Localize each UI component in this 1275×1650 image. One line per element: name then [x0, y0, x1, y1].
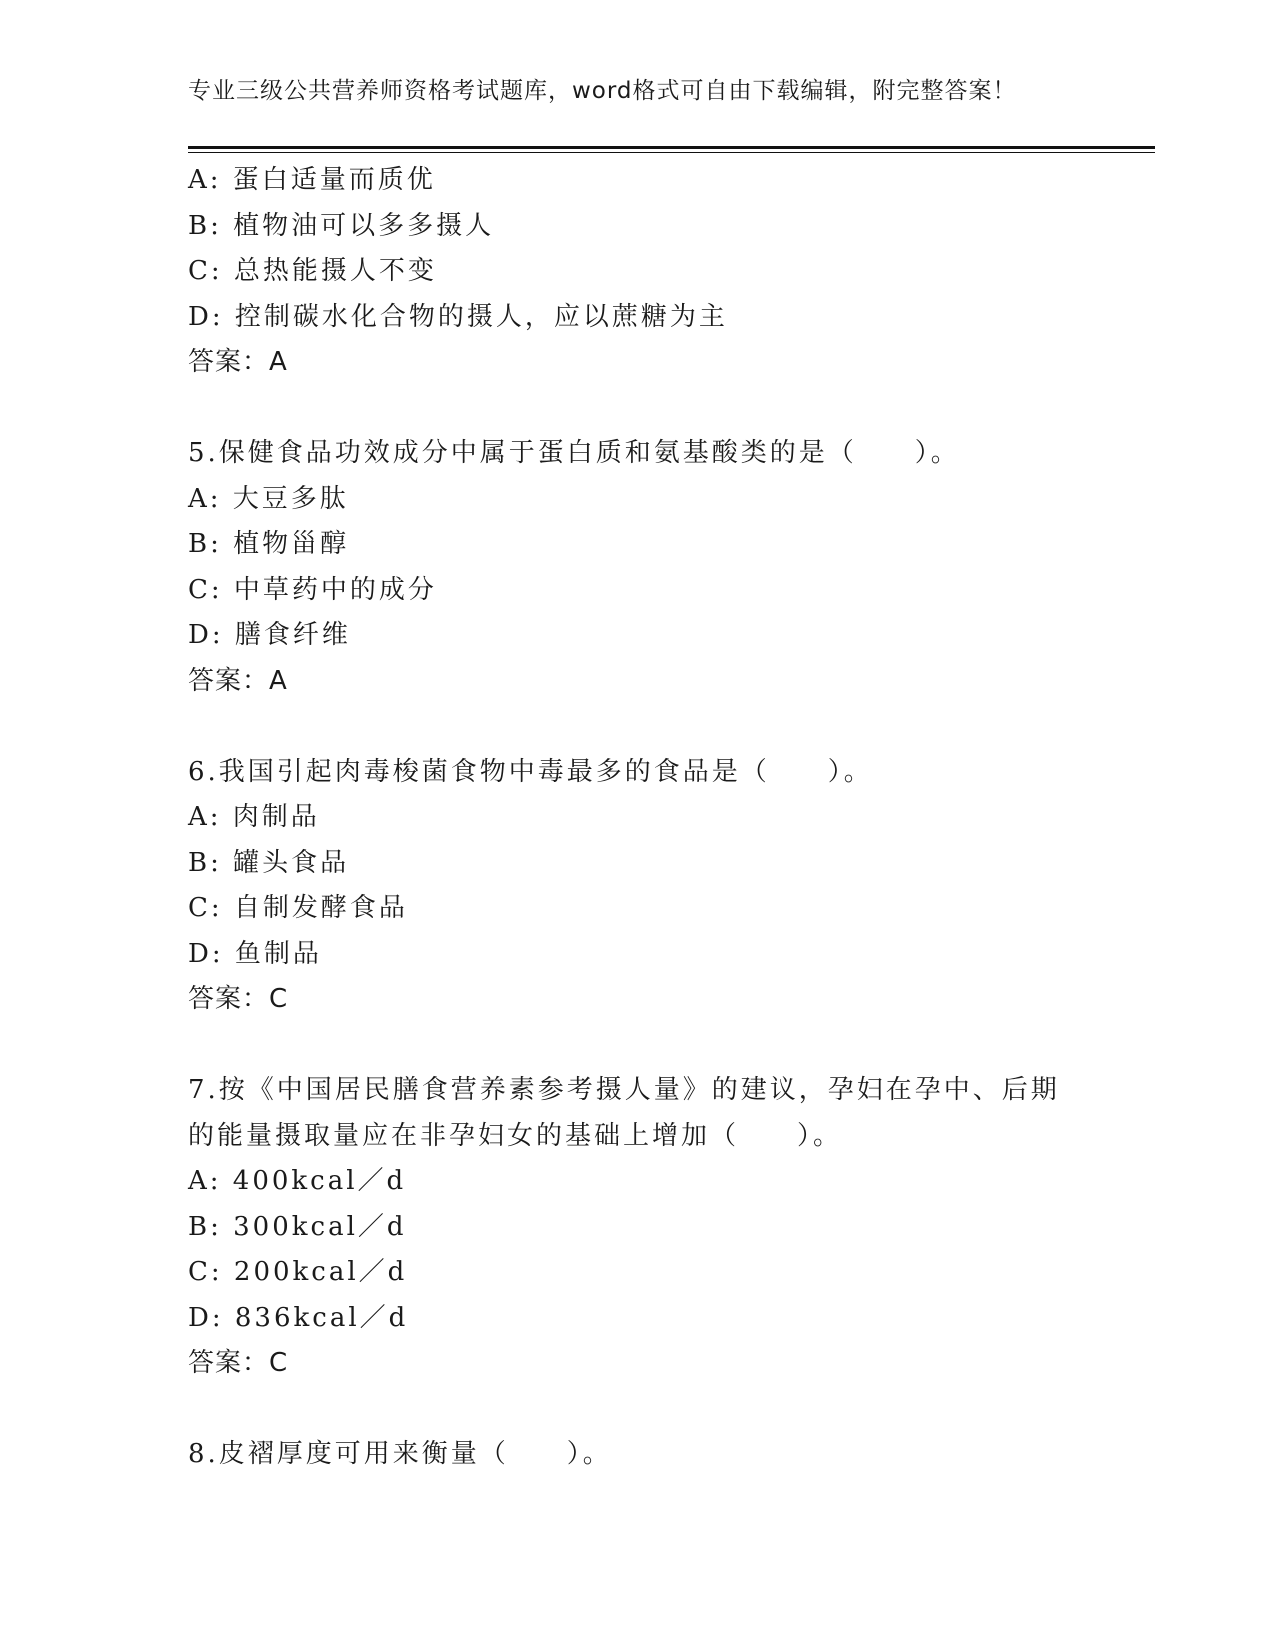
header-rule-thin [188, 152, 1155, 153]
question-stem-line-1: 7.按《中国居民膳食营养素参考摄人量》的建议，孕妇在孕中、后期 [188, 1075, 1060, 1105]
answer-line: 答案：A [188, 665, 288, 696]
question-4-block [188, 158, 1088, 386]
option-a: A: 肉制品 [188, 802, 320, 832]
option-c: C: 中草药中的成分 [188, 574, 437, 605]
spacer [188, 1387, 1088, 1433]
answer-line: 答案：A [188, 347, 288, 377]
option-c: C: 自制发酵食品 [188, 893, 408, 923]
header-rule-thick [188, 146, 1155, 149]
page-header: 专业三级公共营养师资格考试题库，word格式可自由下载编辑，附完整答案！ [188, 78, 1017, 104]
question-stem-line-2: 的能量摄取量应在非孕妇女的基础上增加（ ）。 [188, 1120, 843, 1151]
spacer [188, 386, 1088, 432]
answer-line: 答案：C [188, 1348, 289, 1378]
question-8-block [188, 1432, 1088, 1478]
option-c: C: 200kcal／d [188, 1257, 408, 1287]
spacer [188, 704, 1088, 750]
option-c: C: 总热能摄人不变 [188, 256, 437, 286]
answer-line: 答案：C [188, 984, 289, 1014]
option-d: D: 鱼制品 [188, 938, 322, 969]
question-6-block [188, 750, 1088, 1023]
question-stem: 5.保健食品功效成分中属于蛋白质和氨基酸类的是（ ）。 [188, 438, 960, 468]
option-a: A: 大豆多肽 [188, 483, 349, 514]
option-a: A: 蛋白适量而质优 [188, 165, 436, 195]
option-a: A: 400kcal／d [188, 1166, 407, 1196]
option-d: D: 836kcal／d [188, 1302, 409, 1333]
option-b: B: 300kcal／d [188, 1211, 407, 1242]
question-5-block [188, 431, 1088, 704]
spacer [188, 1023, 1088, 1069]
option-d: D: 膳食纤维 [188, 620, 351, 650]
option-d: D: 控制碳水化合物的摄人，应以蔗糖为主 [188, 301, 728, 332]
option-b: B: 罐头食品 [188, 847, 350, 878]
document-body [188, 158, 1088, 1478]
question-7-block [188, 1068, 1088, 1387]
question-stem: 8.皮褶厚度可用来衡量（ ）。 [188, 1439, 612, 1469]
option-b: B: 植物油可以多多摄人 [188, 210, 495, 241]
option-b: B: 植物甾醇 [188, 529, 350, 559]
question-stem: 6.我国引起肉毒梭菌食物中毒最多的食品是（ ）。 [188, 756, 873, 787]
